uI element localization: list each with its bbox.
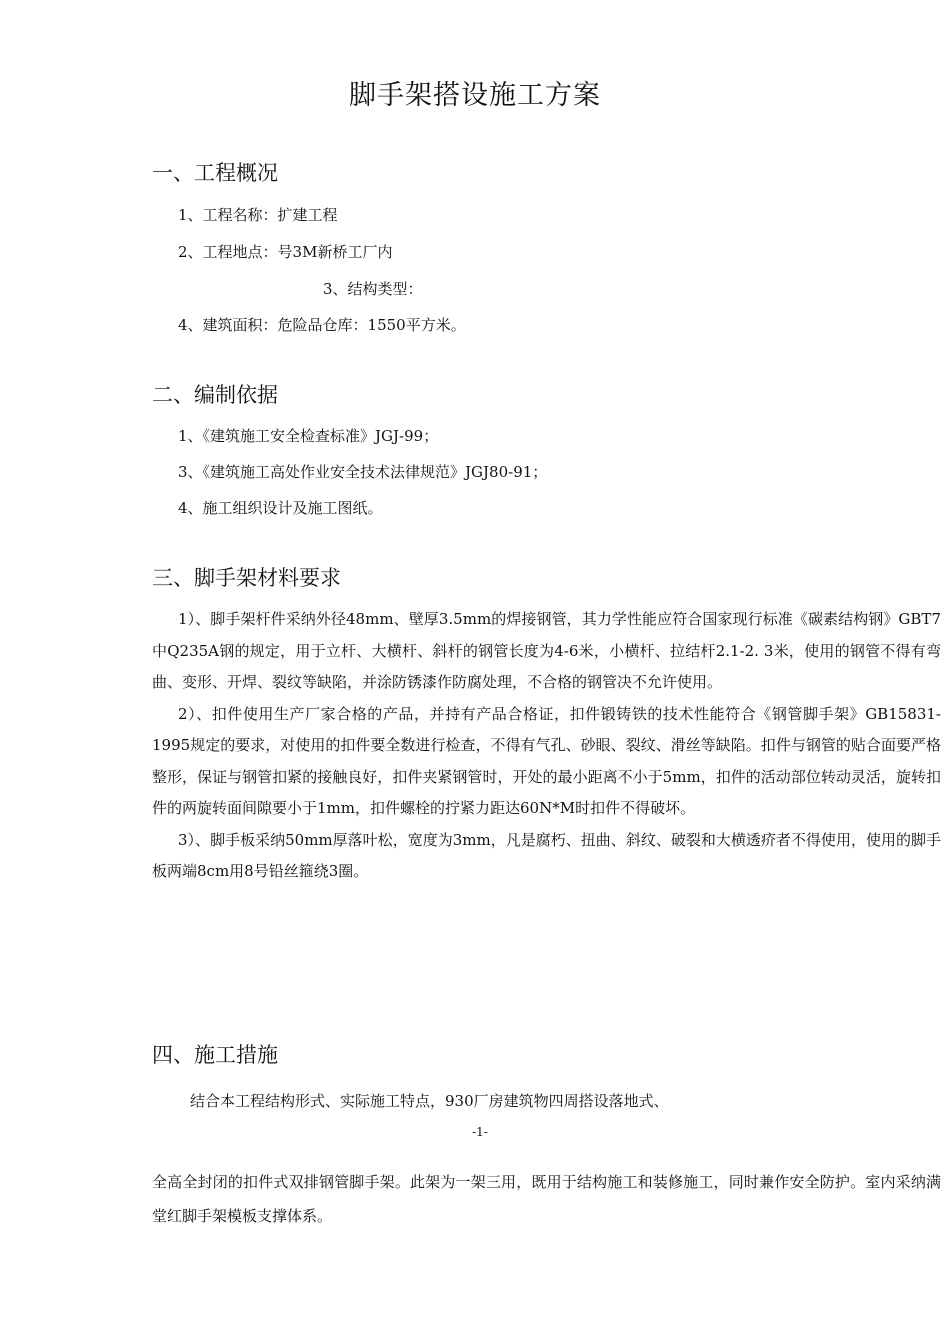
basis-item-3: 3、《建筑施工高处作业安全技术法律规范》JGJ80-91； (178, 463, 548, 481)
materials-paragraph-steel-pipe: 1）、脚手架杆件采纳外径48mm、壁厚3.5mm的焊接钢管，其力学性能应符合国家现行标准《碳素结构钢》GBT7中Q235A钢的规定，用于立杆、大横杆、斜杆的钢管长度为4-6米，小横杆、拉结杆2.1-2. 3米，使用的钢管不得有弯曲、变形、开焊、裂纹等缺陷，并涂防锈漆作防腐处理，不合格的钢管决不允许使用。 (152, 610, 941, 691)
overview-item-location: 2、工程地点：号3M新桥工厂内 (178, 243, 393, 261)
page-number: -1- (472, 1125, 488, 1139)
measures-lead-paragraph: 结合本工程结构形式、实际施工特点，930厂房建筑物四周搭设落地式、 (190, 1092, 669, 1110)
measures-continuation-body (152, 1165, 941, 1233)
section-heading-basis: 二、编制依据 (152, 383, 278, 407)
basis-item-1: 1、《建筑施工安全检查标准》JGJ-99； (178, 427, 439, 445)
overview-item-project-name: 1、工程名称：扩建工程 (178, 206, 338, 224)
section-heading-overview: 一、工程概况 (152, 161, 278, 185)
overview-item-building-area: 4、建筑面积：危险品仓库：1550平方米。 (178, 316, 466, 334)
basis-item-4: 4、施工组织设计及施工图纸。 (178, 499, 383, 517)
materials-paragraph-fasteners: 2）、扣件使用生产厂家合格的产品，并持有产品合格证，扣件锻铸铁的技术性能符合《钢管脚手架》GB15831-1995规定的要求，对使用的扣件要全数进行检查，不得有气孔、砂眼、裂纹、滑丝等缺陷。扣件与钢管的贴合面要严格整形，保证与钢管扣紧的接触良好，扣件夹紧钢管时，开处的最小距离不小于5mm，扣件的活动部位转动灵活，旋转扣件的两旋转面间隙要小于1mm，扣件螺栓的拧紧力距达60N*M时扣件不得破坏。 (152, 704, 941, 817)
measures-continuation-paragraph: 全高全封闭的扣件式双排钢管脚手架。此架为一架三用，既用于结构施工和装修施工，同时兼作安全防护。室内采纳满堂红脚手架模板支撑体系。 (152, 1173, 941, 1225)
materials-body (152, 604, 941, 888)
document-title: 脚手架搭设施工方案 (349, 80, 601, 111)
overview-item-structure-type: 3、结构类型： (323, 280, 423, 298)
materials-paragraph-scaffold-board: 3）、脚手板采纳50mm厚落叶松，宽度为3mm，凡是腐朽、扭曲、斜纹、破裂和大横透疥者不得使用，使用的脚手板两端8cm用8号铅丝箍绕3圈。 (152, 830, 941, 880)
section-heading-materials: 三、脚手架材料要求 (152, 566, 341, 590)
section-heading-measures: 四、施工措施 (152, 1043, 278, 1067)
